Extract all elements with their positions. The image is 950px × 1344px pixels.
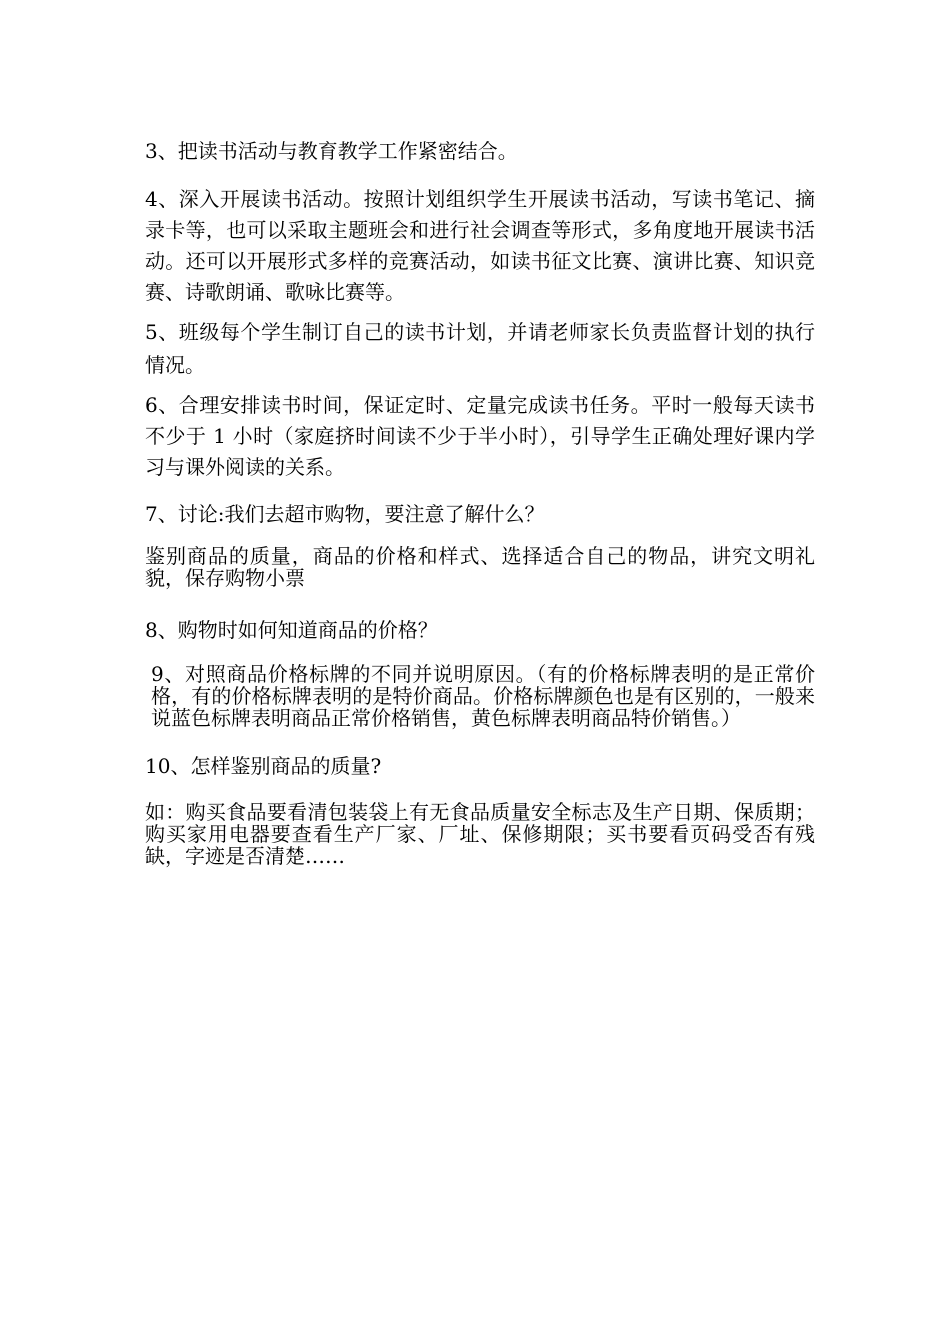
paragraph-item-9: 9、对照商品价格标牌的不同并说明原因。（有的价格标牌表明的是正常价格，有的价格标牌表明的是特价商品。价格标牌颜色也是有区别的，一般来说蓝色标牌表明商品正常价格销售，黄色标牌表明商品特价销售。） <box>151 662 815 730</box>
paragraph-item-5: 5、班级每个学生制订自己的读书计划，并请老师家长负责监督计划的执行情况。 <box>145 320 815 377</box>
document-body <box>145 136 815 867</box>
answer-item-10: 如：购买食品要看清包装袋上有无食品质量安全标志及生产日期、保质期；购买家用电器要查看生产厂家、厂址、保修期限；买书要看页码受否有残缺，字迹是否清楚…… <box>145 800 815 868</box>
paragraph-item-4: 4、深入开展读书活动。按照计划组织学生开展读书活动，写读书笔记、摘录卡等，也可以采取主题班会和进行社会调查等形式，多角度地开展读书活动。还可以开展形式多样的竞赛活动，如读书征文比赛、演讲比赛、知识竞赛、诗歌朗诵、歌咏比赛等。 <box>145 187 815 304</box>
question-item-8: 8、购物时如何知道商品的价格？ <box>145 618 438 642</box>
question-item-7: 7、讨论:我们去超市购物，要注意了解什么？ <box>145 502 545 526</box>
paragraph-item-6: 6、合理安排读书时间，保证定时、定量完成读书任务。平时一般每天读书不少于 1 小时（家庭挤时间读不少于半小时），引导学生正确处理好课内学习与课外阅读的关系。 <box>145 393 815 479</box>
answer-item-7: 鉴别商品的质量，商品的价格和样式、选择适合自己的物品，讲究文明礼貌，保存购物小票 <box>145 544 815 590</box>
question-item-10: 10、怎样鉴别商品的质量? <box>145 754 382 778</box>
paragraph-item-3: 3、把读书活动与教育教学工作紧密结合。 <box>145 139 518 163</box>
